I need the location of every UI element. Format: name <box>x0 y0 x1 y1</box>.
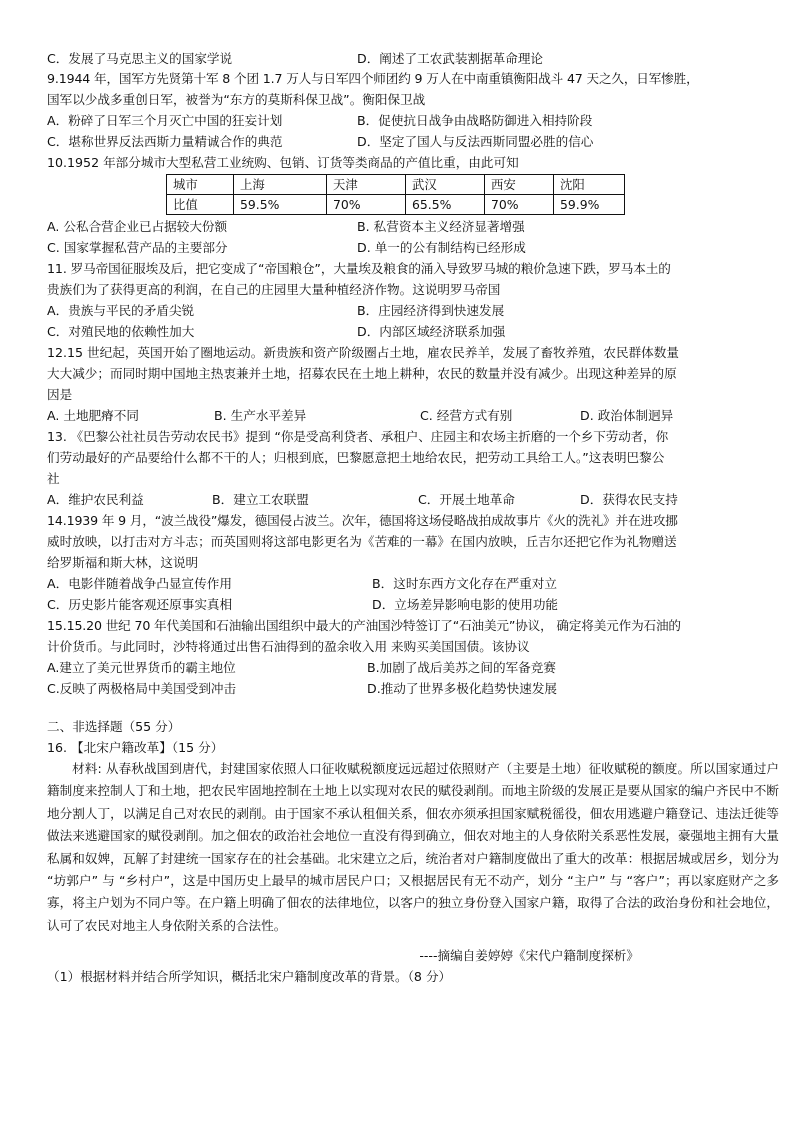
table-cell: 西安 <box>485 175 554 195</box>
q12-stem-line1: 12.15 世纪起，英国开始了圈地运动。新贵族和资产阶级圈占土地，雇农民养羊，发展了畜牧养殖，农民群体数量 <box>47 345 679 360</box>
q9-option-b: B．促使抗日战争由战略防御进入相持阶段 <box>357 113 593 128</box>
q11-option-d: D．内部区域经济联系加强 <box>357 324 506 339</box>
q14-stem-line1: 14.1939 年 9 月，“波兰战役”爆发，德国侵占波兰。次年，德国将这场侵略战拍成故事片《火的洗礼》并在进攻挪 <box>47 513 678 528</box>
q16-source: ----摘编自姜婷婷《宋代户籍制度探析》 <box>419 948 639 963</box>
q16-title: 16. 【北宋户籍改革】（15 分） <box>47 740 224 755</box>
q13-option-c: C．开展土地革命 <box>418 492 515 507</box>
section-title: 二、非选择题（55 分） <box>47 719 181 734</box>
q12-option-c: C. 经营方式有别 <box>420 408 513 423</box>
q15-option-c: C.反映了两极格局中美国受到冲击 <box>47 681 237 696</box>
q13-option-b: B．建立工农联盟 <box>212 492 309 507</box>
q10-option-d: D. 单一的公有制结构已经形成 <box>357 240 526 255</box>
q14-option-b: B．这时东西方文化存在严重对立 <box>372 576 557 591</box>
q15-stem-line1: 15.15.20 世纪 70 年代美国和石油输出国组织中最大的产油国沙特签订了“石油美元”协议， 确定将美元作为石油的 <box>47 618 681 633</box>
table-cell: 70% <box>485 195 554 215</box>
q15-option-d: D.推动了世界多极化趋势快速发展 <box>367 681 558 696</box>
table-cell: 城市 <box>167 175 234 195</box>
q12-option-d: D. 政治体制迥异 <box>580 408 674 423</box>
q13-stem-line1: 13. 《巴黎公社社员告劳动农民书》提到 “你是受高利贷者、承租户、庄园主和农场主折磨的一个乡下劳动者，你 <box>47 429 669 444</box>
q13-stem-line3: 社 <box>47 471 60 486</box>
q12-option-a: A. 土地肥瘠不同 <box>47 408 139 423</box>
q9-stem-line1: 9.1944 年，国军方先贤第十军 8 个团 1.7 万人与日军四个师团约 9 万人在中南重镇衡阳战斗 47 天之久，日军惨胜， <box>47 71 699 86</box>
q11-option-a: A．贵族与平民的矛盾尖锐 <box>47 303 195 318</box>
q12-stem-line2: 大大减少；而同时期中国地主热衷兼并土地，招募农民在土地上耕种，农民的数量并没有减少。出现这种差异的原 <box>47 366 677 381</box>
table-cell: 沈阳 <box>554 175 625 195</box>
q15-option-b: B.加剧了战后美苏之间的军备竞赛 <box>367 660 556 675</box>
q16-material-text: 材料: 从春秋战国到唐代，封建国家依照人口征收赋税额度远远超过依照财产（主要是土地）征收赋税的额度。所以国家通过户籍制度来控制人丁和土地，把农民牢固地控制在土地上以实现对农民的赋役剥削。而地主阶级的发展正是要从国家的编户齐民中不断地分割人丁，以满足自己对农民的剥削。由于国家不承认租佃关系，佃农亦须承担国家赋税徭役，佃农用逃避户籍登记、违法迁徙等做法来逃避国家的赋役剥削。加之佃农的政治社会地位一直没有得到确立，佃农对地主的人身依附关系恶性发展，豪强地主拥有大量私属和奴婢，瓦解了封建统一国家存在的社会基础。北宋建立之后，统治者对户籍制度做出了重大的改革：根据居城或居乡，划分为 “坊郭户” 与 “乡村户”，这是中国历史上最早的城市居民户口；又根据居民有无不动产，划分 “主户” 与 “客户”；再以家庭财产之多寡，将主户划为不同户等。在户籍上明确了佃农的法律地位，以客户的独立身份登入国家户籍，取得了合法的政治身份和社会地位，认可了农民对地主人身依附关系的合法性。 <box>47 761 779 933</box>
table-cell: 比值 <box>167 195 234 215</box>
table-header-row <box>167 175 625 195</box>
table-cell: 天津 <box>327 175 406 195</box>
q9-option-c: C．堪称世界反法西斯力量精诚合作的典范 <box>47 134 283 149</box>
q11-stem-line2: 贵族们为了获得更高的利润，在自己的庄园里大量种植经济作物。这说明罗马帝国 <box>47 282 501 297</box>
q9-stem-line2: 国军以少战多重创日军，被誉为“东方的莫斯科保卫战”。衡阳保卫战 <box>47 92 426 107</box>
table-cell: 上海 <box>234 175 327 195</box>
q14-option-d: D．立场差异影响电影的使用功能 <box>372 597 559 612</box>
q12-option-b: B. 生产水平差异 <box>214 408 307 423</box>
q8-option-c: C．发展了马克思主义的国家学说 <box>47 51 233 66</box>
q13-option-d: D．获得农民支持 <box>580 492 678 507</box>
q10-option-c: C. 国家掌握私营产品的主要部分 <box>47 240 228 255</box>
q16-subquestion-1: （1）根据材料并结合所学知识，概括北宋户籍制度改革的背景。（8 分） <box>47 969 452 984</box>
table-cell: 59.5% <box>234 195 327 215</box>
q9-option-d: D．坚定了国人与反法西斯同盟必胜的信心 <box>357 134 594 149</box>
q14-stem-line2: 威时放映，以打击对方斗志；而英国则将这部电影更名为《苦难的一幕》在国内放映，丘吉尔还把它作为礼物赠送 <box>47 534 677 549</box>
table-cell: 武汉 <box>406 175 485 195</box>
q15-option-a: A.建立了美元世界货币的霸主地位 <box>47 660 236 675</box>
q9-option-a: A．粉碎了日军三个月灭亡中国的狂妄计划 <box>47 113 283 128</box>
q15-stem-line2: 计价货币。与此同时，沙特将通过出售石油得到的盈余收入用 来购买美国国债。该协议 <box>47 639 530 654</box>
table-cell: 70% <box>327 195 406 215</box>
q10-option-b: B. 私营资本主义经济显著增强 <box>357 219 525 234</box>
q10-stem: 10.1952 年部分城市大型私营工业统购、包销、订货等类商品的产值比重，由此可知 <box>47 155 519 170</box>
q14-option-c: C．历史影片能客观还原事实真相 <box>47 597 233 612</box>
q11-option-c: C．对殖民地的依赖性加大 <box>47 324 195 339</box>
q14-stem-line3: 给罗斯福和斯大林，这说明 <box>47 555 199 570</box>
table-cell: 65.5% <box>406 195 485 215</box>
q16-material <box>47 758 779 937</box>
q8-option-d: D．阐述了工农武装割据革命理论 <box>357 51 544 66</box>
table-cell: 59.9% <box>554 195 625 215</box>
q11-stem-line1: 11. 罗马帝国征服埃及后，把它变成了“帝国粮仓”，大量埃及粮食的涌入导致罗马城的粮价急速下跌，罗马本土的 <box>47 261 671 276</box>
q11-option-b: B．庄园经济得到快速发展 <box>357 303 505 318</box>
q14-option-a: A．电影伴随着战争凸显宣传作用 <box>47 576 232 591</box>
q12-stem-line3: 因是 <box>47 387 73 402</box>
q13-stem-line2: 们劳动最好的产品要给什么都不干的人；归根到底，巴黎愿意把土地给农民，把劳动工具给工人。”这表明巴黎公 <box>47 450 665 465</box>
q13-option-a: A．维护农民利益 <box>47 492 144 507</box>
q10-data-table <box>166 174 625 215</box>
table-row <box>167 195 625 215</box>
q10-option-a: A. 公私合营企业已占据较大份额 <box>47 219 228 234</box>
